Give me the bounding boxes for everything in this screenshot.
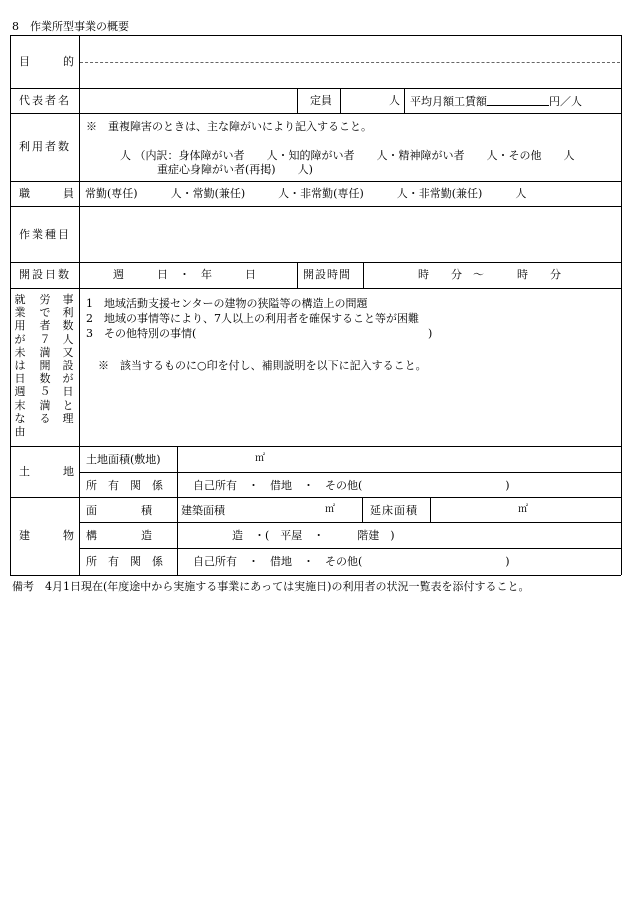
users-breakdown: 人 （内訳：身体障がい者 人・知的障がい者 人・精神障がい者 人・その他 人 [120, 149, 575, 162]
wage-blank[interactable] [487, 95, 549, 106]
opening-days-text: 週 日 ・ 年 日 [113, 268, 256, 281]
opening-hours-text: 時 分 〜 時 分 [418, 268, 561, 281]
reason-label-col-1: 就業用が未は日週末な由 [14, 293, 26, 439]
capacity-label: 定員 [310, 94, 332, 107]
building-label-1: 建 [19, 529, 30, 542]
land-area-label: 土地面積(敷地) [86, 453, 161, 466]
opening-days-label: 開設日数 [19, 268, 71, 281]
reason-label-col-2: 労で者７満開数５満る [39, 293, 51, 425]
wage-field [410, 95, 582, 107]
users-severe: 重症心身障がい者(再掲) 人) [157, 163, 313, 176]
floor-area-unit: ㎡ [518, 504, 528, 515]
land-area-unit: ㎡ [255, 453, 265, 464]
reason-item-1: 1 地域活動支援センターの建物の狭隘等の構造上の問題 [86, 297, 368, 310]
purpose-label-2: 的 [63, 55, 74, 68]
capacity-unit: 人 [389, 94, 400, 107]
staff-label-2: 員 [63, 187, 74, 200]
reason-item-2: 2 地域の事情等により、7人以上の利用者を確保すること等が困難 [86, 312, 419, 325]
building-label-2: 物 [63, 529, 74, 542]
floor-area-label: 延床面積 [370, 504, 418, 517]
building-ownership-label: 所 有 関 係 [86, 555, 163, 568]
building-area-sublabel: 建築面積 [181, 504, 225, 517]
opening-hours-label: 開設時間 [303, 268, 351, 281]
building-area-unit: ㎡ [325, 504, 335, 515]
wage-unit: 円／人 [549, 95, 582, 108]
land-ownership-text: 自己所有 ・ 借地 ・ その他( ) [193, 479, 510, 492]
building-area-label: 面 積 [86, 504, 152, 517]
structure-label: 構 造 [86, 529, 152, 542]
reason-note: ※ 該当するものに○印を付し、補則説明を以下に記入すること。 [98, 359, 427, 372]
land-label-1: 土 [19, 465, 30, 478]
representative-label: 代表者名 [19, 94, 71, 107]
land-label-2: 地 [63, 465, 74, 478]
building-ownership-text: 自己所有 ・ 借地 ・ その他( ) [193, 555, 510, 568]
purpose-label-1: 目 [19, 55, 30, 68]
structure-text: 造 ・( 平屋 ・ 階建 ) [232, 529, 395, 542]
footnote: 備考 4月1日現在(年度途中から実施する事業にあっては実施日)の利用者の状況一覧表を添付すること。 [12, 580, 530, 593]
staff-label-1: 職 [19, 187, 30, 200]
users-note: ※ 重複障害のときは、主な障がいにより記入すること。 [86, 120, 372, 133]
work-type-label: 作業種目 [19, 228, 71, 241]
reason-item-3: 3 その他特別の事情( [86, 327, 197, 340]
reason-label-col-3: 事利数人又設が日と理 [62, 293, 74, 425]
reason-item-3-close: ) [428, 327, 433, 340]
wage-label: 平均月額工賃額 [410, 95, 487, 108]
section-title: 8 作業所型事業の概要 [12, 20, 129, 33]
staff-text: 常勤(専任) 人・常勤(兼任) 人・非常勤(専任) 人・非常勤(兼任) 人 [85, 187, 527, 200]
users-label: 利用者数 [19, 140, 71, 153]
land-ownership-label: 所 有 関 係 [86, 479, 163, 492]
